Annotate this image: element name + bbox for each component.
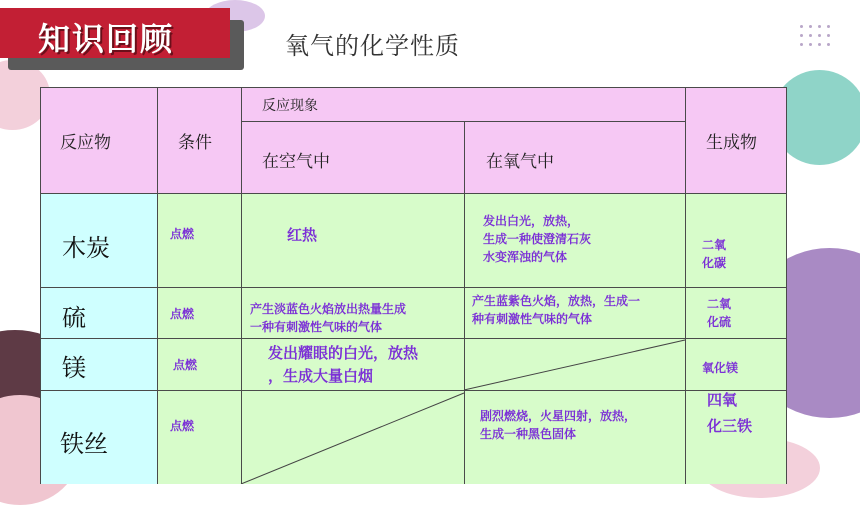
- reactant-label: 硫: [62, 304, 86, 332]
- table-border: [40, 87, 787, 88]
- air-phenomenon-line: ，生成大量白烟: [268, 367, 374, 385]
- air-phenomenon-line: 红热: [287, 226, 318, 244]
- table-border: [40, 338, 787, 339]
- table-border: [241, 87, 242, 484]
- air-phenomenon-line: 一种有刺激性气味的气体: [250, 320, 383, 334]
- reactant-label: 木炭: [62, 234, 110, 262]
- product-label-line: 氧化镁: [702, 361, 739, 375]
- dot-pattern: [800, 25, 840, 65]
- header-in-air-label: 在空气中: [262, 152, 330, 172]
- oxygen-phenomenon-line: 剧烈燃烧，火星四射，放热，: [480, 409, 637, 423]
- condition-label: 点燃: [170, 307, 195, 321]
- product-label-line: 二氧: [707, 297, 732, 311]
- oxygen-phenomenon-line: 产生蓝紫色火焰，放热，生成一: [472, 294, 641, 308]
- header-phenomenon-label: 反应现象: [262, 98, 318, 114]
- reactant-cell-magnesium: [40, 338, 157, 390]
- condition-label: 点燃: [173, 358, 198, 372]
- product-label-line: 二氧: [702, 238, 727, 252]
- product-label-line: 化三铁: [707, 417, 753, 435]
- header-reactant-label: 反应物: [60, 133, 111, 153]
- oxygen-phenomenon-line: 生成一种黑色固体: [480, 427, 577, 441]
- table-border: [40, 193, 787, 194]
- header-product-label: 生成物: [706, 133, 757, 153]
- oxygen-phenomenon-line: 发出白光，放热，: [483, 214, 580, 228]
- air-phenomenon-line: 发出耀眼的白光，放热: [268, 344, 419, 362]
- reactant-label: 铁丝: [60, 430, 108, 458]
- table-border: [685, 87, 686, 484]
- table-border: [241, 121, 685, 122]
- header-condition-label: 条件: [178, 133, 212, 153]
- reactant-cell-sulfur: [40, 287, 157, 338]
- condition-label: 点燃: [170, 419, 195, 433]
- oxygen-phenomenon-line: 水变浑浊的气体: [483, 250, 568, 264]
- oxygen-phenomenon-line: 生成一种使澄清石灰: [483, 232, 592, 246]
- condition-label: 点燃: [170, 227, 195, 241]
- air-phenomenon-line: 产生淡蓝色火焰放出热量生成: [250, 302, 407, 316]
- table-border: [40, 287, 787, 288]
- table-border: [157, 87, 158, 484]
- table-border: [464, 121, 465, 484]
- header-in-oxygen-label: 在氧气中: [486, 152, 554, 172]
- product-label-line: 化碳: [702, 256, 727, 270]
- slide-title: 氧气的化学性质: [285, 32, 460, 60]
- section-badge-label: 知识回顾: [38, 20, 175, 58]
- product-label-line: 化硫: [707, 315, 732, 329]
- product-label-line: 四氧: [707, 391, 738, 409]
- oxygen-phenomenon-line: 种有刺激性气味的气体: [472, 312, 593, 326]
- table-border: [786, 87, 787, 484]
- table-border: [40, 390, 787, 391]
- table-border: [40, 87, 41, 484]
- reactant-label: 镁: [62, 354, 86, 382]
